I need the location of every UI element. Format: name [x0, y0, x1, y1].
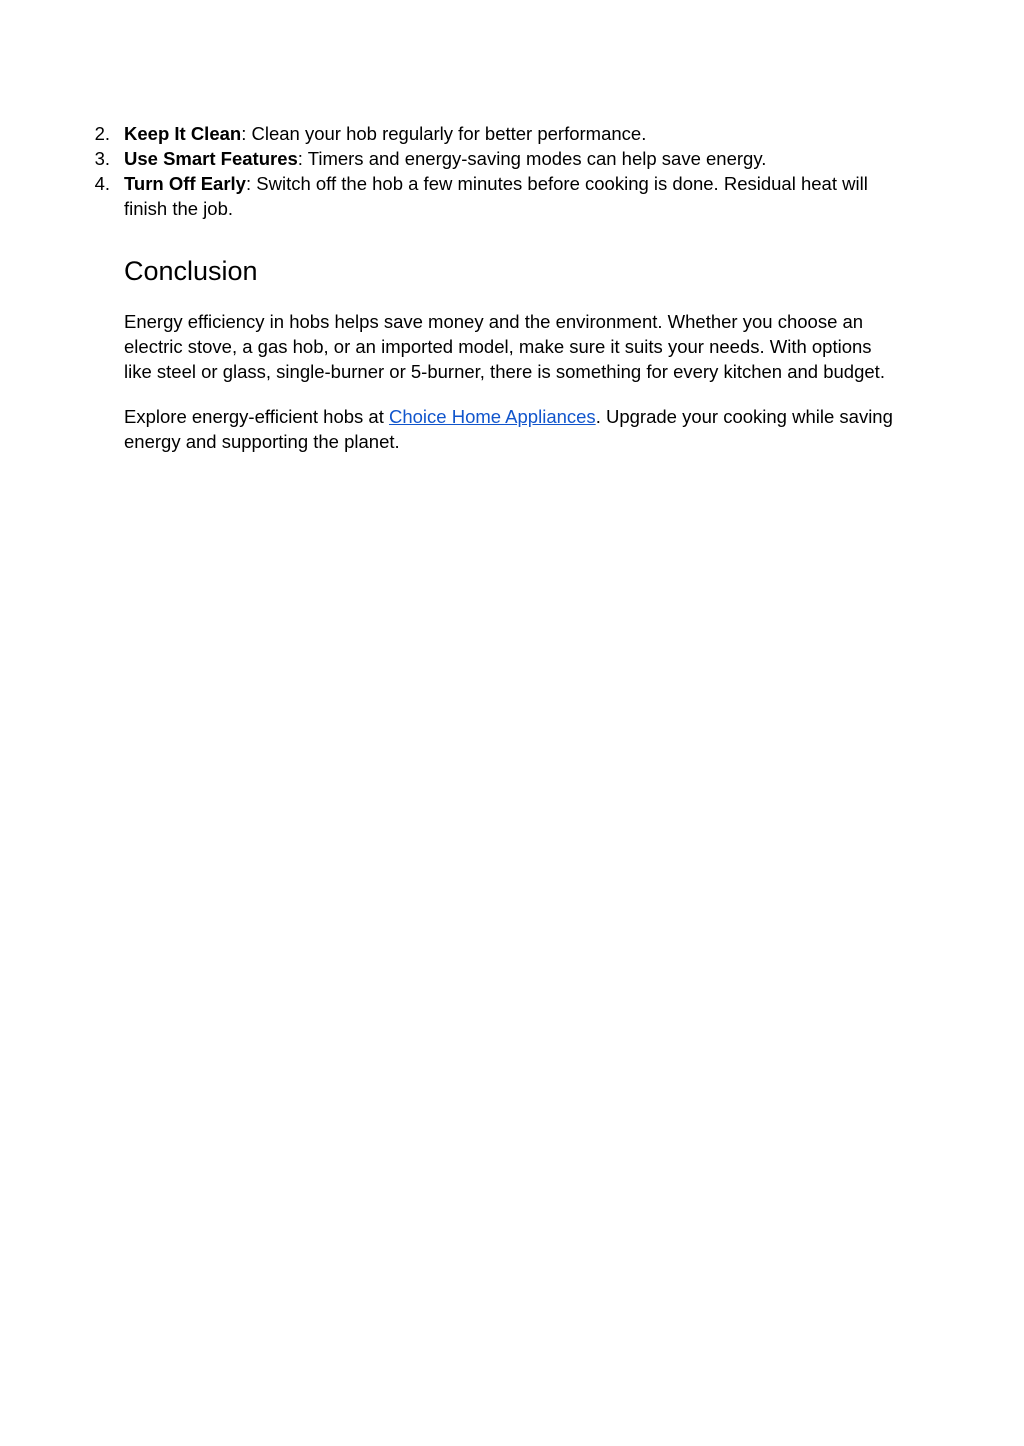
document-page: [94, 121, 894, 454]
explore-text-before: Explore energy-efficient hobs at: [124, 406, 389, 427]
list-item-title: Turn Off Early: [124, 173, 246, 194]
list-item-text: [124, 171, 894, 221]
list-item: [62, 121, 894, 146]
tips-list: [94, 121, 894, 221]
list-item-title: Use Smart Features: [124, 148, 298, 169]
list-item-description: : Switch off the hob a few minutes before cooking is done. Residual heat will finish the job.: [124, 173, 868, 219]
list-item: [62, 146, 894, 171]
list-item-description: : Clean your hob regularly for better performance.: [241, 123, 647, 144]
explore-paragraph: [124, 404, 894, 454]
choice-home-appliances-link[interactable]: Choice Home Appliances: [388, 406, 596, 427]
conclusion-paragraph: Energy efficiency in hobs helps save money and the environment. Whether you choose an electric stove, a gas hob, or an imported model, make sure it suits your needs. With options like steel or glass, single-burner or 5-burner, there is something for every kitchen and budget.: [124, 311, 885, 382]
list-item-text: [124, 146, 894, 171]
list-item-text: [124, 121, 894, 146]
list-number: 3.: [94, 148, 110, 169]
conclusion-heading: Conclusion: [124, 256, 258, 286]
list-number: 4.: [94, 173, 110, 194]
list-item-title: Keep It Clean: [124, 123, 242, 144]
list-item: [62, 171, 894, 221]
list-number: 2.: [94, 123, 110, 144]
list-item-description: : Timers and energy-saving modes can help save energy.: [297, 148, 767, 169]
explore-text-after: . Upgrade your cooking while saving energy and supporting the planet.: [124, 406, 893, 452]
